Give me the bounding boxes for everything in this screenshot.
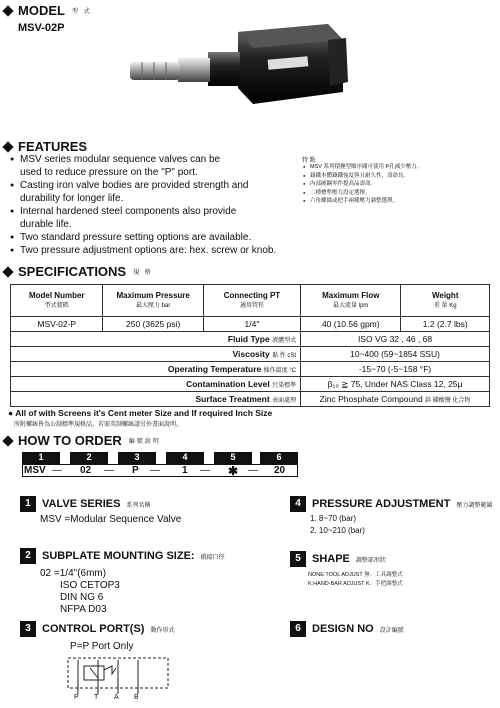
feature-item-cont: durable life. [20,219,72,230]
code-val: MSV [24,465,46,476]
subplate-line: DIN NG 6 [60,592,104,603]
prop-label: Operating Temperature 操作溫度 °C [11,362,301,377]
feature-item: ● Two standard pressure setting options are available. [20,231,300,244]
section-valve-series: 1 VALVE SERIES 系列名稱 [20,496,150,512]
specs-title-cn: 規 格 [133,270,153,276]
cell-pressure: 250 (3625 psi) [103,317,203,332]
prop-value: ISO VG 32 , 46 , 68 [301,332,490,347]
feature-cn-item: ● 鑄鐵本體鑄鐵強度與且耐久性，壽命長。 [310,172,495,181]
code-num: 6 [260,452,298,464]
code-num: 2 [70,452,108,464]
prop-value: β₁₀ ≧ 75, Under NAS Class 12, 25μ [301,377,490,392]
specs-heading [4,264,153,279]
feature-item: ● Two pressure adjustment options are: hex. screw or knob. [20,244,300,257]
features-cn-title: 特 點 [302,158,316,164]
port-labels [74,694,164,701]
specs-note: ● All of with Screens it's Cent meter Size and If required Inch Size [8,408,273,418]
feature-cn-item: ● 二種標準壓力設定選擇。 [310,189,495,198]
diamond-bullet-icon [2,435,13,446]
features-list [20,153,300,257]
shape-line: K:HAND-BAR ADJUST K：手把調整式 [308,581,403,587]
order-code-strip: 1 2 3 4 5 6 MSV — 02 — P — 1 — ✱ — 20 [22,452,298,478]
feature-cn-item: ● 六角螺絲或把手兩種壓力調整選擇。 [310,197,495,206]
header-flow: Maximum Flow 最大流量 lpm [301,285,401,317]
code-val: 20 [274,465,286,476]
order-title-cn: 編號說明 [128,439,161,445]
order-heading [4,433,161,448]
features-heading [4,139,87,154]
header-pressure: Maximum Pressure 最大壓力 bar [103,285,203,317]
feature-cn-item: ● MSV 系列積疊型順序閥可使用 P孔減少壓力。 [310,163,495,172]
valve-series-line: MSV =Modular Sequence Valve [40,514,182,525]
cell-connecting: 1/4" [203,317,300,332]
diamond-bullet-icon [2,5,13,16]
prop-value: Zinc Phosphate Compound 鋅 磷酸鹽 化合物 [301,392,490,407]
subplate-line: ISO CETOP3 [60,580,120,591]
code-val: 1 [182,465,188,476]
prop-label: Fluid Type 液體型式 [11,332,301,347]
order-title: HOW TO ORDER [18,433,122,448]
pressure-line: 1. 8~70 (bar) [310,514,357,523]
section-design-no: 6 DESIGN NO 設計編號 [290,621,404,637]
feature-item-cont: used to reduce pressure on the "P" port. [20,167,198,178]
cell-flow: 40 (10.56 gpm) [301,317,401,332]
features-cn-list [310,163,495,206]
specs-title: SPECIFICATIONS [18,264,127,279]
subplate-line: NFPA D03 [60,604,107,615]
subplate-line: 02 =1/4"(6mm) [40,568,107,579]
specs-note-cn: 所附螺絲皆為公制標準規格品，若需英制螺絲請另外書面說明。 [14,422,183,428]
diamond-bullet-icon [2,266,13,277]
model-title: MODEL [18,3,65,18]
header-weight: Weight 重 量 Kg [401,285,490,317]
features-title: FEATURES [18,139,88,154]
control-port-line: P=P Port Only [70,641,134,652]
diamond-bullet-icon [2,141,13,152]
code-num: 3 [118,452,156,464]
prop-label: Contamination Level 污染標準 [11,377,301,392]
code-val: 02 [80,465,92,476]
asterisk-icon: ✱ [228,464,239,478]
code-num: 4 [166,452,204,464]
feature-item-cont: durability for longer life. [20,193,124,204]
specs-table [10,284,490,407]
prop-label: Surface Treatment 表面處理 [11,392,301,407]
feature-item: ● Casting iron valve bodies are provided strength and [20,179,300,192]
model-title-cn: 型 式 [71,9,92,15]
shape-line: NONE:TOOL ADJUST 無：工具調整式 [308,572,403,578]
prop-value: 10~400 (59~1854 SSU) [301,347,490,362]
section-control-port: 3 CONTROL PORT(S) 動作形式 [20,621,174,637]
valve-photo [118,22,358,122]
pressure-line: 2. 10~210 (bar) [310,526,365,535]
port-label: B [134,694,139,701]
section-shape: 5 SHAPE 調整部形狀 [290,551,386,567]
port-label: A [114,694,119,701]
model-heading [4,3,92,18]
prop-label: Viscosity 黏 性 cSt [11,347,301,362]
port-label: P [74,694,79,701]
cell-model: MSV-02-P [11,317,103,332]
header-connecting: Connecting PT 適用管徑 [203,285,300,317]
code-val: P [132,465,139,476]
model-code: MSV-02P [18,22,65,34]
prop-value: -15~70 (-5~158 °F) [301,362,490,377]
feature-item: ● MSV series modular sequence valves can be [20,153,300,166]
section-subplate: 2 SUBPLATE MOUNTING SIZE: 橋接口徑 [20,548,225,564]
feature-item: ● Internal hardened steel components also provide [20,205,300,218]
feature-cn-item: ● 內部硬鋼零件提高品壽命。 [310,180,495,189]
section-pressure-adjustment: 4 PRESSURE ADJUSTMENT 壓力調整範圍 [290,496,492,512]
code-num: 5 [214,452,252,464]
cell-weight: 1.2 (2.7 lbs) [401,317,490,332]
code-num: 1 [22,452,60,464]
port-label: T [94,694,99,701]
header-model: Model Number 型式號碼 [11,285,103,317]
